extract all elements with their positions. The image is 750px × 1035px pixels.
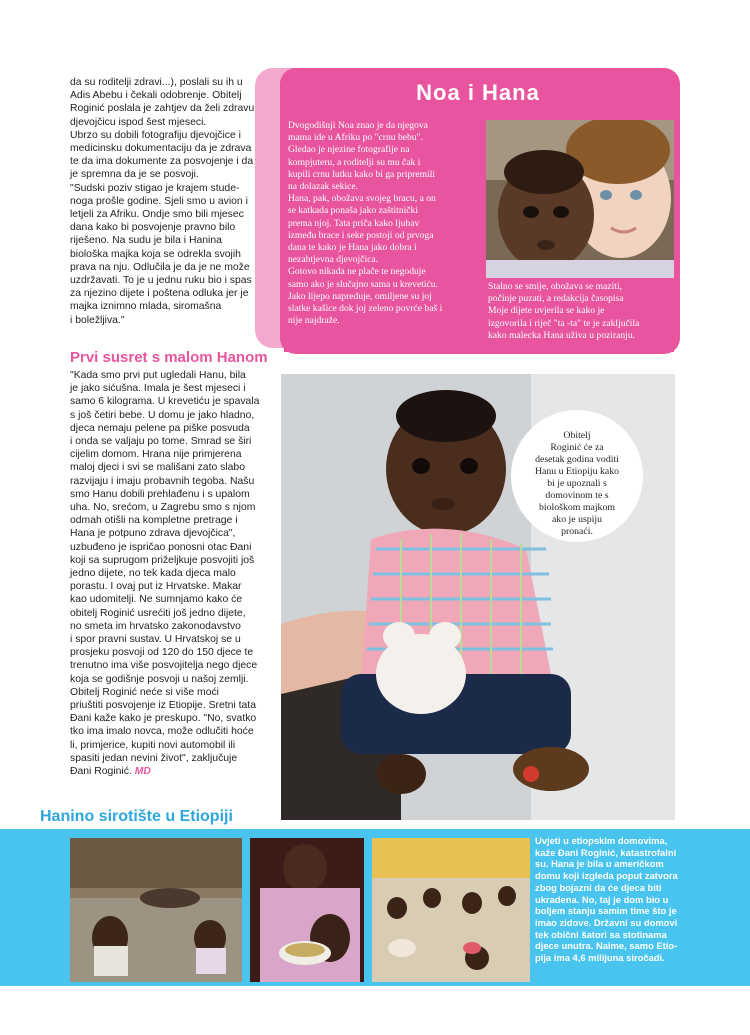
orphanage-section-title: Hanino sirotište u Etiopiji (40, 808, 233, 825)
article-body-text: "Kada smo prvi put ugledali Hanu, bila je jako sićušna. Imala je šest mjeseci i samo 6 kilograma. U krevetiću je spavala s još četiri bebe. U domu je jako hladno, djeca nemaju pelene pa piške posvuda i onda se valjaju po tome. Smrad se širi cijelim domom. Hrana nije primjerena maloj djeci i svi se mališani zato slabo razvijaju i imaju probavnih tegoba. Našu smo Hanu dobili prehlađenu i s upalom uha. No, srećom, u Zagrebu smo s njom odmah otišli na kompletne pretrage i Hana je potpuno zdrava djevojčica", uzbuđeno je ispričao ponosni otac Đani koji sa suprugom priželjkuje posvojiti još jedno dijete, no tek kada djeca malo porastu. I ovaj put iz Hrvatske. Makar kao udomitelji. Ne sumnjamo kako će obitelj Roginić usrećiti još jedno dijete, no smeta im hrvatsko zakonodavstvo i spor pravni sustav. U Hrvatskoj se u prosjeku posvoji od 120 do 150 djece te trenutno ima više posvojitelja nego djece koja se godišnje posvoji u našoj zemlji. Obitelj Roginić neće si više moći priuštiti posvojenje iz Etiopije. Sretni tata Đani kaže kako je preskupo. "No, svatko tko ima imalo novca, može odlučiti hoće li, primjerice, kupiti novi automobil ili spasiti jedan nevini život", zaključuje Đani Roginić. (70, 370, 260, 778)
author-signature: MD (134, 766, 151, 778)
photo-orphanage-room (70, 838, 242, 982)
sidebar-title: Noa i Hana (416, 80, 540, 105)
article-intro-text: da su roditelji zdravi...), poslali su ih u Adis Abebu i čekali odobrenje. Obitelj Roginić poslala je zahtjev da želi zdravu djevojčicu ispod šest mjeseci. Ubrzo su dobili fotografiju djevojčice i medicinsku dokumentaciju da je zdrava te da ima dokumente za posvojenje i da je spremna da je se posvoji. "Sudski poziv stigao je krajem stude- noga prošle godine. Sjeli smo u avion i letjeli za Afriku. Ondje smo bili mjesec dana kako bi posvojenje pravno bilo riješeno. Na sudu je bila i Hanina biološka majka koja se odrekla svojih prava na nju. Odlučila je da je ne može uzdržavati. To je u jednu ruku bio i spas za njezino dijete i poštena odluka jer je majka iznimno mlada, siromašna i boležljiva." (70, 77, 255, 326)
sidebar-title-bar (280, 70, 676, 116)
photo-caption-circle (511, 410, 643, 542)
article-column-top (70, 76, 275, 327)
photo-orphanage-playroom (372, 838, 530, 982)
photo-noa-and-hana (486, 120, 674, 278)
article-subheading: Prvi susret s malom Hanom (70, 349, 268, 366)
photo-caption-text: Obitelj Roginić će za desetak godina voditi Hanu u Etiopiju kako bi je upoznali s domovinom te s biološkom majkom ako je uspiju pronaći. (534, 430, 620, 537)
sidebar-text-left: Dvogodišnji Noa znao je da njegova mama ide u Afriku po "crnu bebu". Gledao je njezine fotografije na kompjuteru, a roditelji su mu čak i kupili crnu lutku kako bi ga pripremili na dolazak sekice. Hana, pak, obožava svojeg bracu, a on se katkada ponaša jako zaštitnički prema njoj. Tata priča kako ljubav između brace i seke postoji od prvoga dana te kako je Hana jako dobra i nezahtjevna djevojčica. Gotovo nikada ne plače te negoduje samo ako je slučajno sama u krevetiću. Jako lijepo napreduje, omiljene su joj slatke kašice dok joj zeleno povrće baš i nije najdraže. (288, 120, 443, 327)
sidebar-text-right: Stalno se smije, obožava se maziti, počinje puzati, a redakcija časopisa Moje dijete uvjerila se kako je izgovorila i riječ "ta -ta" te je zaključila kako malecka Hana uživa u poziranju. (488, 281, 640, 341)
orphanage-text: Uvjeti u etiopskim domovima, kaže Đani Roginić, katastrofalni su. Hana je bila u američkom domu koji izgleda poput zatvora zbog bojazni da će djeca biti ukradena. No, taj je dom bio u boljem stanju samim time što je imao zidove. Državni su domovi tek obični šatori sa stotinama djece unutra. Naime, samo Etio- pija ima 4,6 milijuna siročadi. (535, 835, 678, 964)
article-body (70, 369, 275, 778)
photo-orphanage-feeding (250, 838, 364, 982)
